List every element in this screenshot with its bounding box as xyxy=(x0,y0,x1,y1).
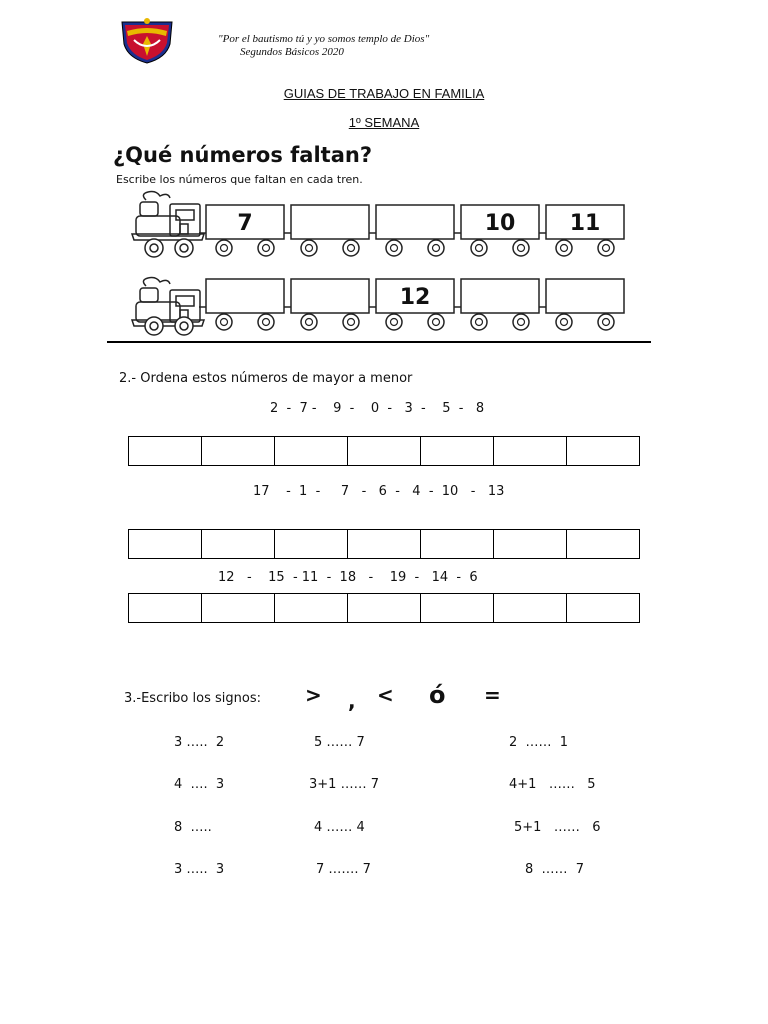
comparison-item: 3 ….. 3 xyxy=(174,862,225,877)
train-car[interactable] xyxy=(454,279,539,330)
number-row-3: 12 - 15 - 11 - 18 - 19 - 14 - 6 xyxy=(218,570,478,585)
answer-box[interactable] xyxy=(275,530,348,558)
answer-box[interactable] xyxy=(567,437,640,465)
answer-box[interactable] xyxy=(494,530,567,558)
locomotive-icon xyxy=(132,278,204,327)
answer-grid-1 xyxy=(128,436,640,466)
wheel-icon xyxy=(513,240,529,256)
comparison-item: 7 ……. 7 xyxy=(316,862,371,877)
answer-box[interactable] xyxy=(567,594,640,622)
car-number: 10 xyxy=(484,211,516,236)
answer-box[interactable] xyxy=(202,530,275,558)
wheel-icon xyxy=(386,240,402,256)
section-divider xyxy=(107,341,651,343)
answer-grid-2 xyxy=(128,529,640,559)
train-2 xyxy=(132,278,204,336)
wheel-icon xyxy=(556,314,572,330)
wheel-icon xyxy=(301,314,317,330)
wheel-icon xyxy=(216,240,232,256)
sign-equal: = xyxy=(484,683,501,707)
sign-less: < xyxy=(377,683,394,707)
comparison-item: 3 ….. 2 xyxy=(174,735,225,750)
school-crest-icon xyxy=(118,16,176,64)
comparison-item: 8 ….. xyxy=(174,820,212,835)
comparison-item: 4+1 …… 5 xyxy=(509,777,596,792)
wheel-icon xyxy=(428,240,444,256)
answer-box[interactable] xyxy=(275,594,348,622)
sign-or: ó xyxy=(429,681,446,709)
answer-box[interactable] xyxy=(275,437,348,465)
train-car[interactable] xyxy=(284,205,369,256)
sign-greater: > xyxy=(305,683,322,707)
comparison-item: 4 …. 3 xyxy=(174,777,225,792)
train-car[interactable] xyxy=(369,205,454,256)
answer-box[interactable] xyxy=(567,530,640,558)
comparison-item: 2 …… 1 xyxy=(509,735,569,750)
motto-line-1: "Por el bautismo tú y yo somos templo de Dios" xyxy=(218,33,430,45)
wheel-icon xyxy=(471,240,487,256)
sign-comma: , xyxy=(348,689,356,713)
comparison-item: 4 …… 4 xyxy=(314,820,365,835)
exercise2-instruction: 2.- Ordena estos números de mayor a menor xyxy=(119,371,413,386)
motto-line-2: Segundos Básicos 2020 xyxy=(240,46,344,58)
comparison-item: 5 …… 7 xyxy=(314,735,365,750)
train-car[interactable] xyxy=(539,279,624,330)
answer-box[interactable] xyxy=(494,594,567,622)
comparison-item: 3+1 …… 7 xyxy=(309,777,379,792)
train-car[interactable] xyxy=(199,205,284,256)
wheel-icon xyxy=(556,240,572,256)
answer-box[interactable] xyxy=(421,437,494,465)
train-illustration xyxy=(128,190,633,340)
train-car[interactable] xyxy=(284,279,369,330)
wheel-icon xyxy=(301,240,317,256)
comparison-item: 8 …… 7 xyxy=(525,862,585,877)
wheel-icon xyxy=(258,314,274,330)
exercise3-instruction: 3.-Escribo los signos: xyxy=(124,691,261,706)
guide-title: GUIAS DE TRABAJO EN FAMILIA xyxy=(283,86,485,101)
answer-box[interactable] xyxy=(129,437,202,465)
train-1 xyxy=(132,192,204,258)
wheel-icon xyxy=(386,314,402,330)
answer-box[interactable] xyxy=(129,594,202,622)
train-car[interactable] xyxy=(454,205,539,256)
wheel-icon xyxy=(343,314,359,330)
car-number: 12 xyxy=(399,285,431,310)
car-number: 11 xyxy=(569,211,601,236)
wheel-icon xyxy=(343,240,359,256)
school-motto xyxy=(218,33,429,59)
train-1-cars xyxy=(199,205,624,256)
train-2-cars xyxy=(199,279,624,330)
number-row-2: 17 - 1 - 7 - 6 - 4 - 10 - 13 xyxy=(253,484,505,499)
answer-box[interactable] xyxy=(421,594,494,622)
answer-grid-3 xyxy=(128,593,640,623)
exercise1-instruction: Escribe los números que faltan en cada tren. xyxy=(116,173,363,186)
wheel-icon xyxy=(258,240,274,256)
answer-box[interactable] xyxy=(494,437,567,465)
locomotive-icon xyxy=(132,192,204,241)
answer-box[interactable] xyxy=(202,594,275,622)
wheel-icon xyxy=(428,314,444,330)
train-car[interactable] xyxy=(199,279,284,330)
train-car[interactable] xyxy=(369,279,454,330)
answer-box[interactable] xyxy=(348,437,421,465)
week-title: 1º SEMANA xyxy=(348,115,420,130)
answer-box[interactable] xyxy=(202,437,275,465)
answer-box[interactable] xyxy=(348,530,421,558)
answer-box[interactable] xyxy=(421,530,494,558)
comparison-item: 5+1 …… 6 xyxy=(514,820,601,835)
wheel-icon xyxy=(513,314,529,330)
answer-box[interactable] xyxy=(129,530,202,558)
car-number: 7 xyxy=(237,211,253,236)
train-car[interactable] xyxy=(539,205,624,256)
train-1-wheels xyxy=(145,239,193,257)
answer-box[interactable] xyxy=(348,594,421,622)
exercise1-title: ¿Qué números faltan? xyxy=(113,143,373,167)
wheel-icon xyxy=(598,314,614,330)
number-row-1: 2 - 7 - 9 - 0 - 3 - 5 - 8 xyxy=(270,401,485,416)
wheel-icon xyxy=(471,314,487,330)
wheel-icon xyxy=(216,314,232,330)
wheel-icon xyxy=(598,240,614,256)
